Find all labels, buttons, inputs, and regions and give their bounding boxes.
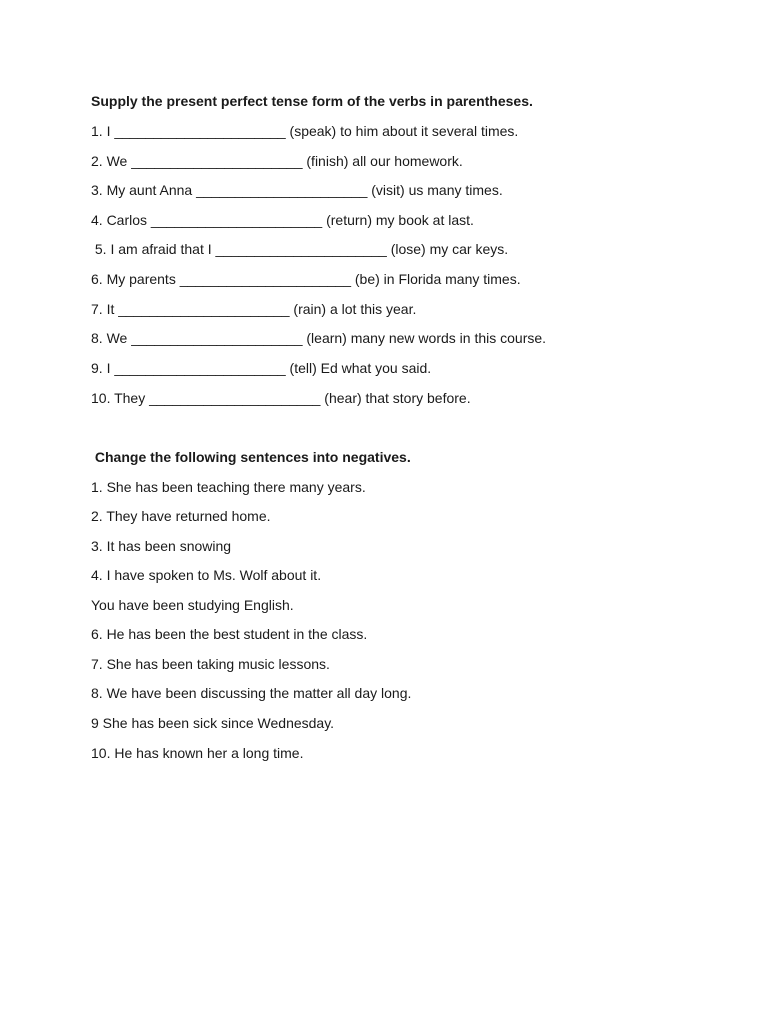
section2-heading: Change the following sentences into negatives. <box>91 449 411 465</box>
exercise1-item-7: 7. It ______________________ (rain) a lot this year. <box>91 301 417 317</box>
exercise1-item-4: 4. Carlos ______________________ (return) my book at last. <box>91 212 474 228</box>
exercise2-item-9: 9 She has been sick since Wednesday. <box>91 715 335 731</box>
exercise2-item-6: 6. He has been the best student in the class. <box>91 626 368 642</box>
section1-heading: Supply the present perfect tense form of the verbs in parentheses. <box>91 93 533 109</box>
exercise1-item-3: 3. My aunt Anna ______________________ (visit) us many times. <box>91 182 503 198</box>
exercise2-item-3: 3. It has been snowing <box>91 538 232 554</box>
exercise2-item-7: 7. She has been taking music lessons. <box>91 656 330 672</box>
exercise2-item-10: 10. He has known her a long time. <box>91 745 304 761</box>
exercise2-item-2: 2. They have returned home. <box>91 508 271 524</box>
exercise2-item-5: You have been studying English. <box>91 597 294 613</box>
exercise1-item-10: 10. They ______________________ (hear) that story before. <box>91 390 471 406</box>
exercise1-item-5: 5. I am afraid that I ______________________ (lose) my car keys. <box>91 241 509 257</box>
exercise1-item-9: 9. I ______________________ (tell) Ed what you said. <box>91 360 432 376</box>
exercise1-item-1: 1. I ______________________ (speak) to him about it several times. <box>91 123 519 139</box>
exercise1-item-6: 6. My parents ______________________ (be) in Florida many times. <box>91 271 521 287</box>
exercise1-item-8: 8. We ______________________ (learn) many new words in this course. <box>91 330 547 346</box>
exercise2-item-1: 1. She has been teaching there many years. <box>91 479 366 495</box>
exercise2-item-4: 4. I have spoken to Ms. Wolf about it. <box>91 567 322 583</box>
exercise1-item-2: 2. We ______________________ (finish) all our homework. <box>91 153 463 169</box>
exercise2-item-8: 8. We have been discussing the matter all day long. <box>91 685 412 701</box>
